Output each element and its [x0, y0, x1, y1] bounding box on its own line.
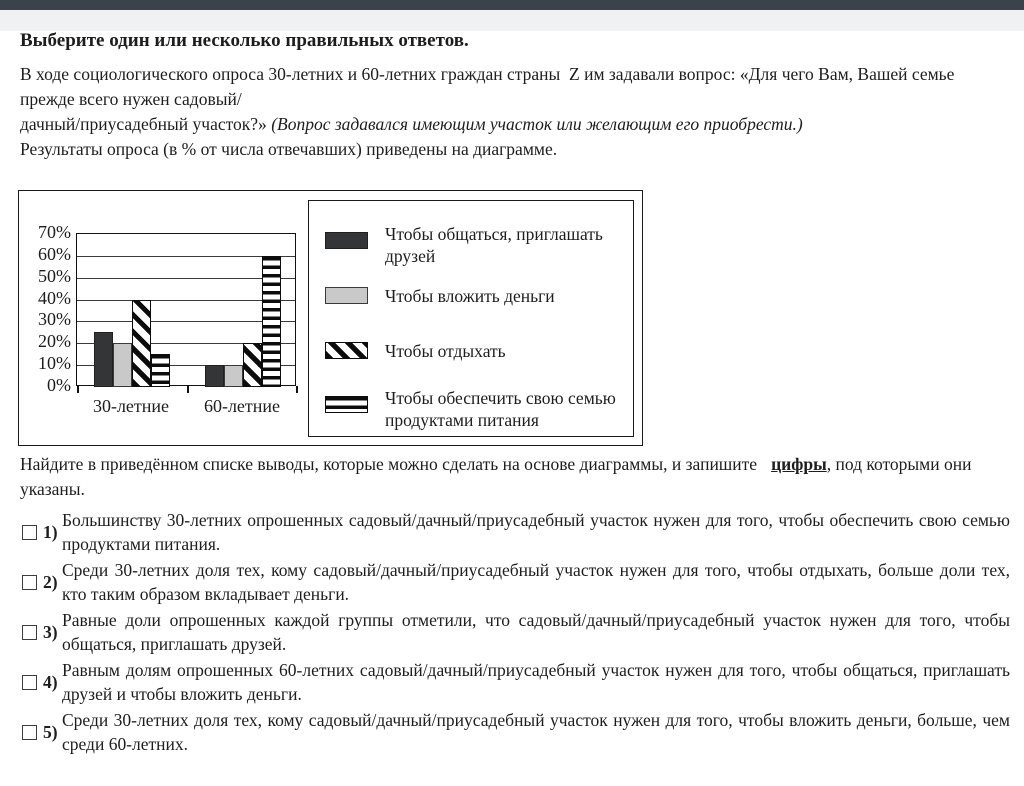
option-checkbox-1[interactable] — [22, 525, 37, 540]
y-axis-label-0: 0% — [47, 375, 71, 395]
task-instruction-before: Найдите в приведённом списке выводы, которые можно сделать на основе диаграммы, и запишите — [20, 454, 758, 474]
y-axis-label-20: 20% — [38, 331, 71, 352]
intro-line2: прежде всего нужен садовый/ — [20, 89, 242, 109]
option-2-selector — [20, 572, 62, 593]
y-axis-label-40: 40% — [38, 287, 71, 308]
option-text-2: Среди 30-летних доля тех, кому садовый/дачный/приусадебный участок нужен для того, чтобы отдыхать, больше доли тех, кто таким образом вкладывает деньги. — [62, 560, 1010, 604]
option-number-1: 1) — [43, 521, 58, 542]
legend — [308, 200, 634, 437]
legend-swatch-2 — [325, 287, 368, 304]
bar-30-летние-series-2 — [113, 343, 132, 387]
instruction-title: Выберите один или несколько правильных ответов. — [20, 30, 469, 51]
option-number-3: 3) — [43, 621, 58, 642]
legend-swatch-1 — [325, 232, 368, 249]
option-1-selector — [20, 522, 62, 543]
option-text-5: Среди 30-летних доля тех, кому садовый/дачный/приусадебный участок нужен для того, чтобы вложить деньги, больше, чем среди 60-летних. — [62, 710, 1010, 754]
x-axis-tick-0 — [77, 386, 79, 393]
option-3-selector — [20, 622, 62, 643]
legend-label-4: Чтобы обеспечить свою семью продуктами питания — [385, 388, 616, 430]
x-axis-tick-1 — [187, 386, 189, 393]
question-intro — [20, 62, 1010, 162]
answer-option-1 — [20, 508, 1010, 556]
answer-option-4 — [20, 658, 1010, 706]
y-axis-label-70: 70% — [38, 222, 71, 242]
option-checkbox-2[interactable] — [22, 575, 37, 590]
chart-panel — [18, 190, 643, 446]
legend-swatch-3 — [325, 342, 368, 359]
legend-swatch-4 — [325, 396, 368, 413]
option-text-3: Равные доли опрошенных каждой группы отметили, что садовый/дачный/приусадебный участок нужен для того, чтобы общаться, приглашать друзей. — [62, 610, 1010, 654]
bar-60-летние-series-1 — [205, 365, 224, 387]
bar-30-летние-series-1 — [94, 332, 113, 387]
x-axis-label-1: 30-летние — [92, 396, 170, 416]
y-axis-label-10: 10% — [38, 353, 71, 374]
option-text-4: Равным долям опрошенных 60-летних садовый/дачный/приусадебный участок нужен для того, чтобы общаться, приглашать друзей и чтобы вложить деньги. — [62, 660, 1010, 704]
x-axis-tick-2 — [296, 386, 298, 393]
top-strip — [0, 10, 1024, 31]
intro-line3-note: (Вопрос задавался имеющим участок или желающим его приобрести.) — [271, 114, 803, 134]
option-checkbox-4[interactable] — [22, 675, 37, 690]
answer-option-5 — [20, 708, 1010, 756]
option-number-2: 2) — [43, 571, 58, 592]
task-instruction — [20, 452, 1008, 502]
answer-options — [20, 508, 1010, 758]
task-instruction-emphasis: цифры — [771, 454, 827, 474]
intro-line4: Результаты опроса (в % от числа отвечавших) приведены на диаграмме. — [20, 139, 558, 159]
bar-60-летние-series-2 — [224, 365, 243, 387]
y-axis-label-60: 60% — [38, 243, 71, 264]
option-4-selector — [20, 672, 62, 693]
option-number-5: 5) — [43, 721, 58, 742]
option-5-selector — [20, 722, 62, 743]
y-axis-label-30: 30% — [38, 309, 71, 330]
option-number-4: 4) — [43, 671, 58, 692]
bar-60-летние-series-3 — [243, 343, 262, 387]
legend-label-1: Чтобы общаться, приглашать друзей — [385, 224, 603, 266]
option-checkbox-5[interactable] — [22, 725, 37, 740]
plot-area — [76, 233, 296, 386]
x-axis-label-2: 60-летние — [203, 396, 281, 416]
option-checkbox-3[interactable] — [22, 625, 37, 640]
answer-option-3 — [20, 608, 1010, 656]
top-bar — [0, 0, 1024, 10]
y-axis-label-50: 50% — [38, 265, 71, 286]
intro-line1: В ходе социологического опроса 30-летних и 60-летних граждан страны Z им задавали вопрос: «Для чего Вам, Вашей семье — [20, 64, 955, 84]
legend-label-3: Чтобы отдыхать — [385, 341, 506, 361]
bar-30-летние-series-4 — [151, 354, 170, 387]
option-text-1: Большинству 30-летних опрошенных садовый/дачный/приусадебный участок нужен для того, чтобы обеспечить свою семью продуктами питания. — [62, 510, 1010, 554]
task-instruction-after: , под которыми они указаны. — [20, 454, 972, 499]
bar-60-летние-series-4 — [262, 256, 281, 387]
legend-label-2: Чтобы вложить деньги — [385, 286, 555, 306]
bar-30-летние-series-3 — [132, 300, 151, 387]
answer-option-2 — [20, 558, 1010, 606]
intro-line3: дачный/приусадебный участок?» — [20, 114, 267, 134]
